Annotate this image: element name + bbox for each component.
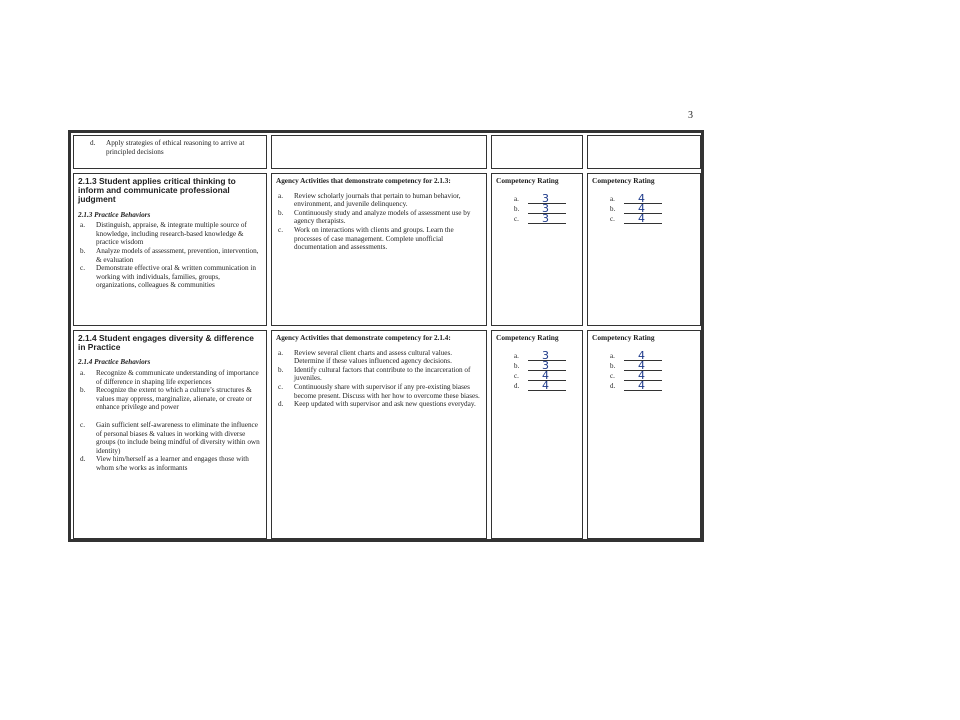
list-item bbox=[78, 247, 262, 264]
item-text: Apply strategies of ethical reasoning to arrive at principled decisions bbox=[106, 139, 245, 156]
list-item bbox=[276, 349, 482, 366]
list-item bbox=[78, 139, 262, 156]
item-marker: b. bbox=[80, 246, 86, 255]
competency-title: 2.1.4 Student engages diversity & difference in Practice bbox=[78, 333, 254, 353]
list-item bbox=[78, 264, 262, 290]
item-marker: c. bbox=[278, 225, 283, 234]
list-item bbox=[78, 221, 262, 247]
rating-label: a. bbox=[514, 195, 519, 203]
activities-list bbox=[276, 192, 482, 252]
behaviors-list bbox=[78, 369, 262, 473]
item-marker: a. bbox=[80, 369, 85, 377]
rating-row bbox=[610, 204, 696, 214]
rating-label: c. bbox=[514, 372, 519, 380]
item-text: Recognize the extent to which a culture’s structures & values may oppress, marginalize, alienate, or create or enhance privilege and power bbox=[96, 386, 252, 412]
rating-value: 4 bbox=[638, 379, 645, 392]
list-item bbox=[276, 366, 482, 383]
item-text: View him/herself as a learner and engages those with whom s/he works as informants bbox=[96, 455, 249, 472]
row0-behaviors-cell bbox=[73, 135, 267, 169]
competency-title: 2.1.3 Student applies critical thinking to inform and communicate professional judgment bbox=[78, 176, 236, 205]
item-text: Identify cultural factors that contribute to the incarceration of juveniles. bbox=[294, 365, 471, 383]
item-marker: c. bbox=[80, 420, 85, 429]
rating-value: 4 bbox=[638, 349, 645, 362]
rating-label: d. bbox=[610, 382, 616, 390]
rating-label: c. bbox=[610, 215, 615, 223]
rating-row bbox=[610, 371, 696, 381]
row1-activities-cell bbox=[271, 173, 487, 326]
rating-row bbox=[514, 214, 578, 224]
rating-value: 4 bbox=[638, 202, 645, 215]
list-item bbox=[276, 383, 482, 400]
rating-value: 4 bbox=[638, 192, 645, 205]
row0-rating1-cell bbox=[491, 135, 583, 169]
item-text: Work on interactions with clients and groups. Learn the processes of case management. Complete unofficial documentation and assessments. bbox=[294, 225, 454, 252]
competency-rating-heading: Competency Rating bbox=[592, 333, 655, 342]
item-marker: d. bbox=[278, 400, 284, 409]
rating-label: d. bbox=[514, 382, 520, 390]
item-text: Keep updated with supervisor and ask new questions everyday. bbox=[294, 400, 476, 409]
item-marker: a. bbox=[80, 221, 85, 230]
rating-label: a. bbox=[514, 352, 519, 360]
item-marker: a. bbox=[278, 348, 283, 357]
competency-rating-heading: Competency Rating bbox=[496, 333, 559, 342]
rating-value: 3 bbox=[542, 359, 549, 372]
row1-rating2-cell bbox=[587, 173, 701, 326]
item-text: Gain sufficient self-awareness to eliminate the influence of personal biases & values in working with diverse groups (to include being mindful of diversity within own identity) bbox=[96, 420, 260, 455]
rating-field bbox=[624, 214, 662, 224]
rating-row bbox=[610, 351, 696, 361]
item-text: Demonstrate effective oral & written communication in working with individuals, families, groups, organizations, colleagues & communities bbox=[96, 264, 256, 290]
rating-label: c. bbox=[610, 372, 615, 380]
rating-row bbox=[514, 381, 578, 391]
rating-field bbox=[528, 381, 566, 391]
item-marker: d. bbox=[90, 139, 96, 147]
row0-rating2-cell bbox=[587, 135, 701, 169]
list-item bbox=[78, 455, 262, 472]
rating-row bbox=[610, 381, 696, 391]
rating-value: 4 bbox=[638, 369, 645, 382]
rating-value: 3 bbox=[542, 192, 549, 205]
competency-table bbox=[68, 130, 704, 542]
item-text: Distinguish, appraise, & integrate multiple source of knowledge, including research-based knowledge & practice wisdom bbox=[96, 221, 247, 247]
list-item bbox=[276, 209, 482, 226]
rating-field bbox=[624, 381, 662, 391]
list-item bbox=[276, 192, 482, 209]
rating-label: a. bbox=[610, 352, 615, 360]
competency-rating-heading: Competency Rating bbox=[496, 176, 559, 185]
item-marker: c. bbox=[278, 382, 283, 391]
item-text: Continuously share with supervisor if any pre-existing biases become present. Discuss with her how to overcome these biases. bbox=[294, 382, 480, 400]
rating-value: 4 bbox=[638, 359, 645, 372]
activities-list bbox=[276, 349, 482, 409]
item-text: Review scholarly journals that pertain to human behavior, environment, and juvenile delinquency. bbox=[294, 191, 461, 209]
list-item bbox=[78, 421, 262, 455]
competency-rating-heading: Competency Rating bbox=[592, 176, 655, 185]
rating-label: b. bbox=[610, 205, 616, 213]
row2-behaviors-cell bbox=[73, 330, 267, 539]
item-text: Continuously study and analyze models of assessment use by agency therapists. bbox=[294, 208, 471, 226]
rating-row bbox=[610, 194, 696, 204]
row1-rating1-cell bbox=[491, 173, 583, 326]
item-marker: b. bbox=[278, 365, 284, 374]
rating-label: c. bbox=[514, 215, 519, 223]
row1-behaviors-cell bbox=[73, 173, 267, 326]
practice-behaviors-heading: 2.1.4 Practice Behaviors bbox=[78, 358, 151, 367]
rating-value: 3 bbox=[542, 202, 549, 215]
list-item bbox=[276, 226, 482, 252]
activities-heading: Agency Activities that demonstrate competency for 2.1.4: bbox=[276, 334, 451, 342]
rating-field bbox=[528, 214, 566, 224]
activities-heading: Agency Activities that demonstrate competency for 2.1.3: bbox=[276, 177, 451, 185]
rating-value: 4 bbox=[638, 212, 645, 225]
rating-row bbox=[610, 361, 696, 371]
list-item bbox=[78, 369, 262, 386]
rating-row bbox=[610, 214, 696, 224]
rating-value: 3 bbox=[542, 212, 549, 225]
behaviors-list bbox=[78, 221, 262, 290]
page-number: 3 bbox=[688, 110, 693, 121]
practice-behaviors-heading: 2.1.3 Practice Behaviors bbox=[78, 210, 151, 219]
item-text: Review several client charts and assess cultural values. Determine if these values influenced agency decisions. bbox=[294, 348, 453, 366]
item-marker: b. bbox=[278, 208, 284, 217]
rating-label: b. bbox=[514, 205, 520, 213]
item-marker: a. bbox=[278, 191, 283, 200]
rating-label: a. bbox=[610, 195, 615, 203]
row2-rating2-cell bbox=[587, 330, 701, 539]
item-marker: c. bbox=[80, 264, 85, 273]
item-marker: b. bbox=[80, 386, 86, 395]
rating-value: 3 bbox=[542, 349, 549, 362]
row2-rating1-cell bbox=[491, 330, 583, 539]
row2-activities-cell bbox=[271, 330, 487, 539]
row0-activities-cell bbox=[271, 135, 487, 169]
rating-label: b. bbox=[514, 362, 520, 370]
rating-label: b. bbox=[610, 362, 616, 370]
rating-value: 4 bbox=[542, 369, 549, 382]
rating-value: 4 bbox=[542, 379, 549, 392]
list-item bbox=[78, 386, 262, 412]
list-item bbox=[276, 400, 482, 409]
item-marker: d. bbox=[80, 455, 86, 464]
item-text: Recognize & communicate understanding of importance of difference in shaping life experiences bbox=[96, 369, 259, 386]
item-text: Analyze models of assessment, prevention, intervention, & evaluation bbox=[96, 246, 259, 264]
